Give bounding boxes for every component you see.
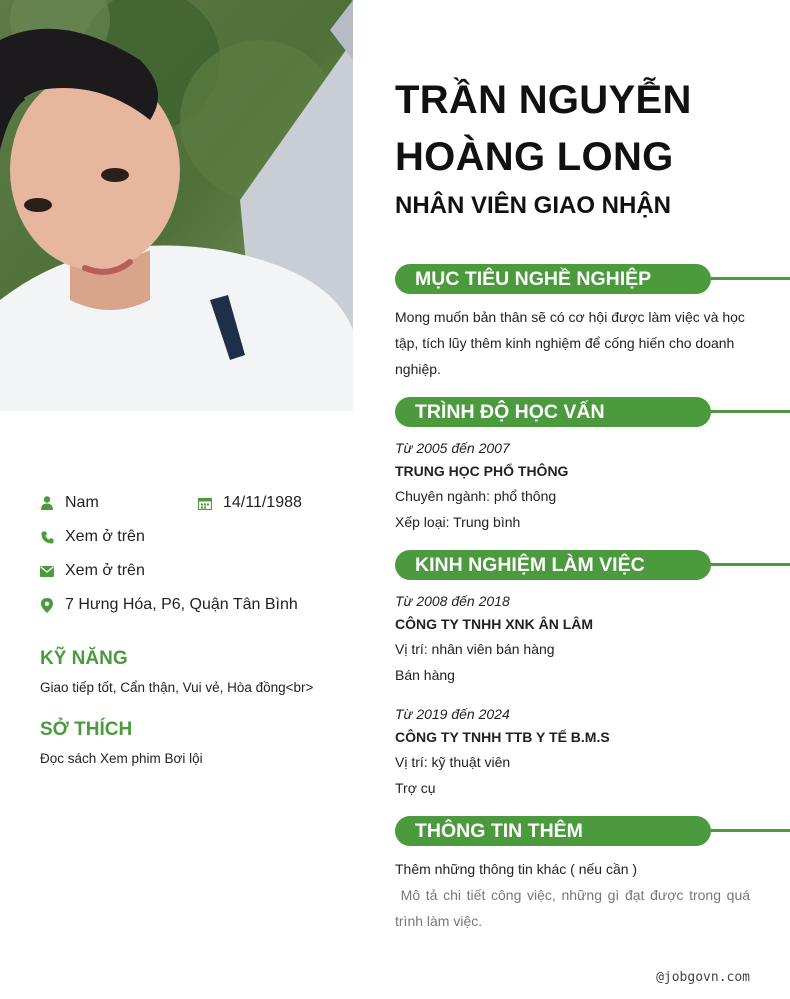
education-title: TRÌNH ĐỘ HỌC VẤN xyxy=(395,397,711,427)
email-row xyxy=(40,562,145,580)
candidate-name-line2: HOÀNG LONG xyxy=(395,135,674,179)
address-row xyxy=(40,596,298,614)
birthdate-row xyxy=(198,494,302,512)
education-period: Từ 2005 đến 2007 xyxy=(395,440,510,456)
additional-title: THÔNG TIN THÊM xyxy=(395,816,711,846)
job-period: Từ 2019 đến 2024 xyxy=(395,706,510,722)
footer-brand: @jobgovn.com xyxy=(656,970,750,985)
gender-row xyxy=(40,494,99,512)
birthdate-value: 14/11/1988 xyxy=(223,494,302,511)
section-divider xyxy=(700,410,790,413)
job-company: CÔNG TY TNHH XNK ÂN LÂM xyxy=(395,616,594,632)
section-divider xyxy=(700,563,790,566)
section-divider xyxy=(700,277,790,280)
job-company: CÔNG TY TNHH TTB Y TẾ B.M.S xyxy=(395,729,610,745)
job-period: Từ 2008 đến 2018 xyxy=(395,593,510,609)
profile-photo-graphic xyxy=(0,0,353,411)
map-pin-icon xyxy=(40,598,54,612)
job-description: Trợ cụ xyxy=(395,780,436,796)
experience-title: KINH NGHIỆM LÀM VIỆC xyxy=(395,550,711,580)
skills-text: Giao tiếp tốt, Cẩn thận, Vui vẻ, Hòa đồng<br> xyxy=(40,680,314,695)
job-title: NHÂN VIÊN GIAO NHẬN xyxy=(395,192,672,219)
phone-value: Xem ở trên xyxy=(65,528,145,545)
email-value: Xem ở trên xyxy=(65,562,145,579)
phone-icon xyxy=(40,530,54,544)
section-divider xyxy=(700,829,790,832)
gender-value: Nam xyxy=(65,494,99,511)
education-school: TRUNG HỌC PHỔ THÔNG xyxy=(395,463,569,479)
education-grade: Xếp loại: Trung bình xyxy=(395,514,521,530)
candidate-name xyxy=(395,72,775,186)
hobbies-text: Đọc sách Xem phim Bơi lội xyxy=(40,751,203,766)
envelope-icon xyxy=(40,564,54,578)
candidate-name-line1: TRẦN NGUYỄN xyxy=(395,78,692,122)
phone-row xyxy=(40,528,145,546)
calendar-icon xyxy=(198,496,212,510)
address-value: 7 Hưng Hóa, P6, Quận Tân Bình xyxy=(65,596,298,613)
job-description: Bán hàng xyxy=(395,667,455,683)
education-major: Chuyên ngành: phổ thông xyxy=(395,488,557,504)
objective-text: Mong muốn bản thân sẽ có cơ hội được làm việc và học tập, tích lũy thêm kinh nghiệm để cống hiến cho doanh nghiệp. xyxy=(395,309,745,377)
person-icon xyxy=(40,496,54,510)
additional-line1: Thêm những thông tin khác ( nếu cần ) xyxy=(395,861,638,877)
objective-title: MỤC TIÊU NGHỀ NGHIỆP xyxy=(395,264,711,294)
skills-title: KỸ NĂNG xyxy=(40,648,128,669)
hobbies-title: SỞ THÍCH xyxy=(40,719,133,740)
job-position: Vị trí: kỹ thuật viên xyxy=(395,754,511,770)
profile-photo xyxy=(0,0,353,411)
additional-line2: Mô tả chi tiết công việc, những gì đạt được trong quá trình làm việc. xyxy=(395,887,754,929)
job-position: Vị trí: nhân viên bán hàng xyxy=(395,641,555,657)
